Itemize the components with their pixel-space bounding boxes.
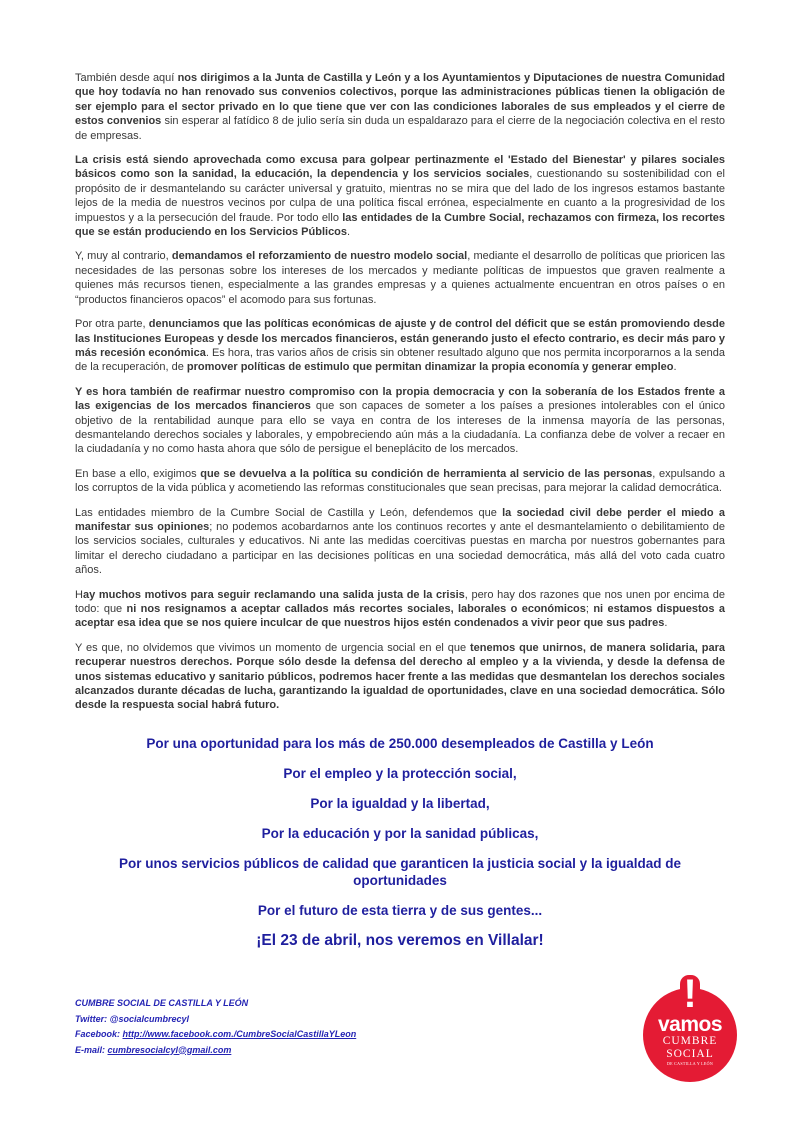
facebook-label: Facebook:	[75, 1029, 123, 1039]
cumbre-social-logo	[643, 972, 737, 1082]
paragraph: También desde aquí nos dirigimos a la Junta de Castilla y León y a los Ayuntamientos y Diputaciones de nuestra Comunidad que hoy todavía no han renovado sus convenios colectivos, porque las administraciones públicas tienen la obligación de ser ejemplo para el sector privado en lo que tiene que ver con las condiciones laborales de sus empleados y el cierre de estos convenios sin esperar al fatídico 8 de julio sería sin duda un espaldarazo para el cierre de la negociación colectiva en el resto de empresas.	[75, 72, 725, 142]
slogan-line: Por el empleo y la protección social,	[283, 765, 517, 781]
twitter-label: Twitter:	[75, 1013, 110, 1024]
paragraph: Y es hora también de reafirmar nuestro compromiso con la propia democracia y con la soberanía de los Estados frente a las exigencias de los mercados financieros que son capaces de someter a los países a presiones intolerables con el único objetivo de la rentabilidad aunque para ello se vaya en contra de los intereses de la inmensa mayoría de las personas, desmantelando derechos sociales y laborales, y empobreciendo aún más a la ciudadanía. La confianza debe de volver a recaer en la ciudadanía y no como hasta ahora que sólo de persigue el beneplácito de los mercados.	[75, 385, 725, 456]
paragraph: Y es que, no olvidemos que vivimos un momento de urgencia social en el que tenemos que unirnos, de manera solidaria, para recuperar nuestros derechos. Porque sólo desde la defensa del derecho al empleo y a la vivienda, y desde la defensa de unos sistemas educativo y sanitario públicos, podremos hacer frente a las medidas que desmantelan los derechos sociales alcanzados durante décadas de lucha, garantizando la igualdad de oportunidades, clave en una sociedad democrática. Sólo desde la respuesta social habrá futuro.	[75, 641, 725, 712]
facebook-line	[75, 1027, 356, 1043]
slogan-line: Por la educación y por la sanidad públicas,	[261, 825, 539, 841]
logo-word: vamos	[657, 1013, 723, 1036]
slogans	[75, 735, 725, 949]
logo-tagline: DE CASTILLA Y LEÓN	[666, 1061, 714, 1066]
slogan-line: Por el futuro de esta tierra y de sus gentes...	[257, 902, 543, 918]
slogan-line: ¡El 23 de abril, nos veremos en Villalar!	[256, 931, 544, 949]
page-content	[75, 71, 725, 962]
slogan-line: Por la igualdad y la libertad,	[310, 795, 490, 811]
paragraph: Hay muchos motivos para seguir reclamando una salida justa de la crisis, pero hay dos razones que nos unen por encima de todo: que ni nos resignamos a aceptar callados más recortes sociales, laborales o económicos; ni estamos dispuestos a aceptar esa idea que se nos quiere inculcar de que nuestros hijos estén condenados a vivir peor que sus padres.	[75, 588, 725, 630]
paragraph: Las entidades miembro de la Cumbre Social de Castilla y León, defendemos que la sociedad civil debe perder el miedo a manifestar sus opiniones; no podemos acobardarnos ante los continuos recortes y ante el desmantelamiento o debilitamiento de los servicios sociales, culturales y educativos. Ni ante las medidas coercitivas puestas en marcha por nuestros gobernantes para limitar el derecho ciudadano a participar en las decisiones políticas en una sociedad democrática, más allá del voto cada cuatro años.	[75, 506, 725, 577]
email-line	[75, 1043, 356, 1059]
paragraph: Por otra parte, denunciamos que las políticas económicas de ajuste y de control del déficit que se están promoviendo desde las Instituciones Europeas y desde los mercados financieros, están generando justo el efecto contrario, es decir más paro y más recesión económica. Es hora, tras varios años de crisis sin obtener resultado alguno que nos permita incorporarnos a la senda de la recuperación, de promover políticas de estimulo que permitan dinamizar la propia economía y generar empleo.	[75, 318, 725, 374]
email-label: E-mail:	[75, 1044, 108, 1055]
paragraph: Y, muy al contrario, demandamos el reforzamiento de nuestro modelo social, mediante el desarrollo de políticas que prioricen las necesidades de las personas sobre los intereses de los mercados y mediante políticas de impuestos que graven realmente a quienes más recursos tienen, especialmente a las grandes empresas y a quienes actualmente encuentran en otros países o en “productos financieros opacos” el acomodo para sus fortunas.	[75, 250, 725, 306]
exclamation-icon: !	[683, 972, 697, 1016]
contact-block	[75, 996, 356, 1058]
org-name: CUMBRE SOCIAL DE CASTILLA Y LEÓN	[75, 998, 249, 1008]
paragraph: En base a ello, exigimos que se devuelva a la política su condición de herramienta al servicio de las personas, expulsando a los corruptos de la vida pública y acometiendo las reformas constitucionales que sean precisas, para mejorar la calidad democrática.	[75, 467, 725, 495]
logo-line1: CUMBRE	[662, 1035, 718, 1047]
twitter-handle: @socialcumbrecyl	[109, 1013, 189, 1024]
paragraph: La crisis está siendo aprovechada como excusa para golpear pertinazmente el 'Estado del Bienestar' y pilares sociales básicos como son la sanidad, la educación, la dependencia y los servicios sociales, cuestionando su sostenibilidad con el propósito de ir desmantelando su carácter universal y gratuito, mientras no se mira que del lado de los ingresos estamos bastante lejos de la media de nuestros vecinos por culpa de una política fiscal errónea, especialmente en cuanto a la progresividad de los impuestos y a la persecución del fraude. Por todo ello las entidades de la Cumbre Social, rechazamos con firmeza, los recortes que se están produciendo en los Servicios Públicos.	[75, 154, 725, 239]
logo-line2: SOCIAL	[666, 1048, 714, 1060]
email-link[interactable]: cumbresocialcyl@gmail.com	[107, 1044, 232, 1055]
twitter-line	[75, 1012, 356, 1028]
facebook-link[interactable]: http://www.facebook.com./CumbreSocialCastillaYLeon	[122, 1029, 357, 1039]
document-body	[75, 71, 725, 713]
slogan-line: Por unos servicios públicos de calidad que garanticen la justicia social y la igualdad de oportunidades	[119, 855, 681, 888]
slogan-line: Por una oportunidad para los más de 250.000 desempleados de Castilla y León	[146, 735, 654, 751]
